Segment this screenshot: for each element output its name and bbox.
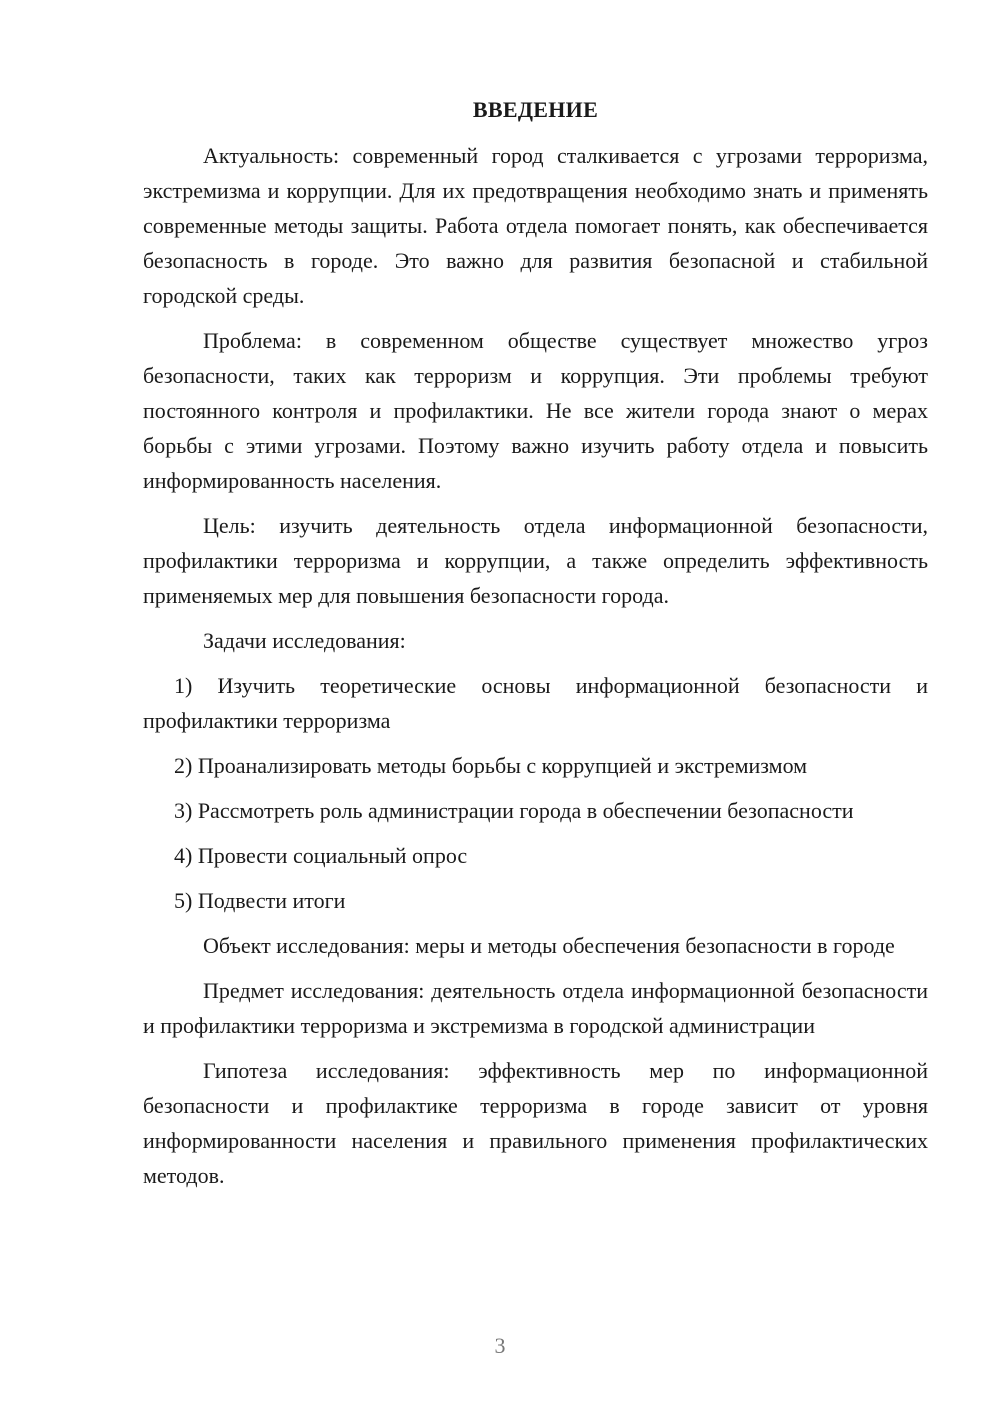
paragraph-subject: Предмет исследования: деятельность отдела информационной безопасности и профилактики терроризма и экстремизма в городской администрации: [143, 978, 928, 1038]
paragraph-hypothesis: Гипотеза исследования: эффективность мер по информационной безопасности и профилактике терроризма в городе зависит от уровня информированности населения и правильного применения профилактических методов.: [143, 1058, 928, 1188]
document-page: [143, 96, 928, 1203]
list-item: 4) Провести социальный опрос: [174, 843, 468, 868]
paragraph-tasks-heading: Задачи исследования:: [203, 628, 406, 653]
paragraph-problem: Проблема: в современном обществе существует множество угроз безопасности, таких как терроризм и коррупция. Эти проблемы требуют постоянного контроля и профилактики. Не все жители города знают о мерах борьбы с этими угрозами. Поэтому важно изучить работу отдела и повысить информированность населения.: [143, 328, 928, 493]
paragraph-relevance: Актуальность: современный город сталкивается с угрозами терроризма, экстремизма и коррупции. Для их предотвращения необходимо знать и применять современные методы защиты. Работа отдела помогает понять, как обеспечивается безопасность в городе. Это важно для развития безопасной и стабильной городской среды.: [143, 143, 928, 308]
section-title: ВВЕДЕНИЕ: [472, 97, 599, 122]
list-item: 2) Проанализировать методы борьбы с коррупцией и экстремизмом: [174, 753, 808, 778]
list-item: 1) Изучить теоретические основы информационной безопасности и профилактики терроризма: [143, 673, 928, 733]
list-item: 5) Подвести итоги: [174, 888, 346, 913]
page-number: 3: [494, 1333, 506, 1358]
tasks-list: [143, 668, 928, 918]
paragraph-goal: Цель: изучить деятельность отдела информационной безопасности, профилактики терроризма и коррупции, а также определить эффективность применяемых мер для повышения безопасности города.: [143, 513, 928, 608]
paragraph-object: Объект исследования: меры и методы обеспечения безопасности в городе: [203, 933, 895, 958]
list-item: 3) Рассмотреть роль администрации города в обеспечении безопасности: [174, 798, 854, 823]
